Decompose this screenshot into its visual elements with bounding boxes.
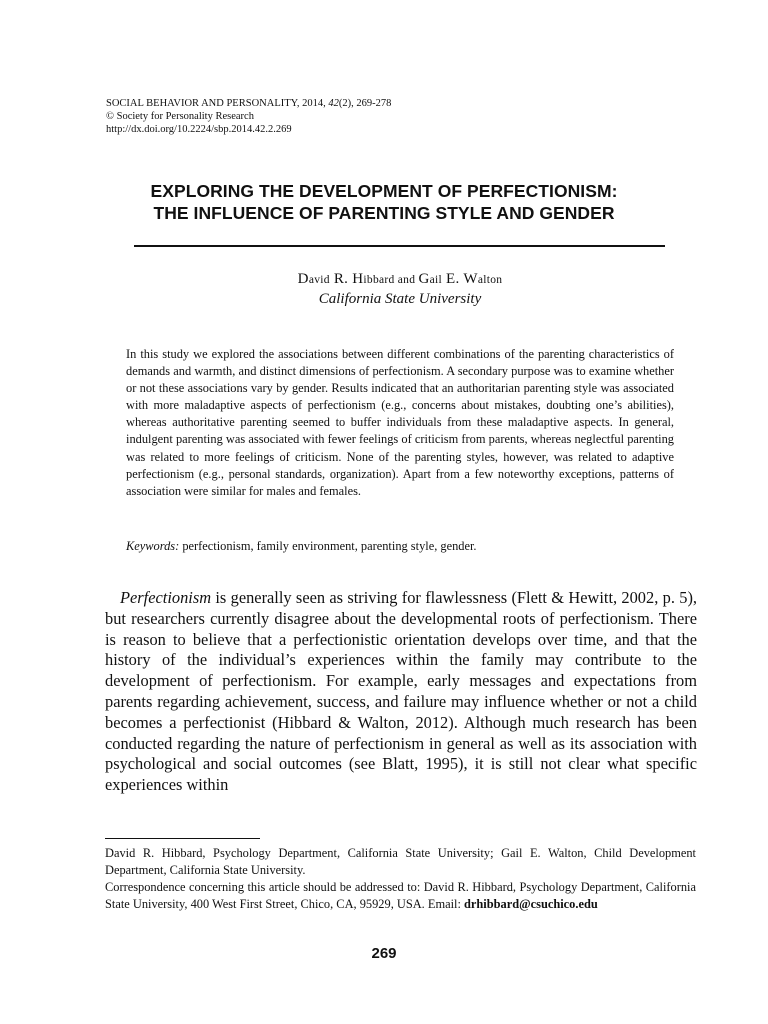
keywords-text: perfectionism, family environment, parenting style, gender.	[179, 539, 477, 553]
journal-header	[106, 97, 526, 136]
keywords-label: Keywords:	[126, 539, 180, 553]
journal-issue-pages: (2), 269-278	[338, 98, 392, 109]
author-1-first-rest: avid	[308, 274, 330, 286]
body-paragraph	[105, 588, 697, 796]
author-1-first-initial: D	[297, 271, 309, 287]
keywords-line	[126, 538, 674, 555]
body-text: is generally seen as striving for flawlessness (Flett & Hewitt, 2002, p. 5), but researchers currently disagree about the developmental roots of perfectionism. There is reason to believe that a perfectionistic orientation develops over time, and that the history of the individual’s experiences within the family may contribute to the development of perfectionism. For example, early messages and expectations from parents regarding achievement, success, and failure may influence whether or not a child becomes a perfectionist (Hibbard & Walton, 2012). Although much research has been conducted regarding the nature of perfectionism in general as well as its association with psychological and social outcomes (see Blatt, 1995), it is still not clear what specific experiences within	[105, 588, 697, 795]
footnote-divider	[105, 838, 260, 839]
footnotes	[105, 845, 696, 913]
author-1-middle: R. H	[329, 271, 364, 287]
author-2-first-initial: G	[418, 271, 430, 287]
author-affiliation: California State University	[318, 291, 482, 307]
author-2-last-rest: alton	[477, 274, 503, 286]
doi-link[interactable]: http://dx.doi.org/10.2224/sbp.2014.42.2.269	[106, 124, 292, 135]
author-2-first-rest: ail	[429, 274, 442, 286]
article-title-line-2: THE INFLUENCE OF PARENTING STYLE AND GENDER	[153, 203, 615, 223]
author-1-last-rest: ibbard	[363, 274, 395, 286]
page-number: 269	[371, 945, 397, 962]
body-lead-term: Perfectionism	[120, 588, 212, 607]
journal-citation	[106, 97, 526, 110]
article-title-line-1: EXPLORING THE DEVELOPMENT OF PERFECTIONISM:	[150, 181, 618, 201]
copyright-line: © Society for Personality Research	[106, 111, 254, 122]
footnote-correspondence	[105, 879, 696, 913]
author-2-middle: E. W	[442, 271, 478, 287]
title-divider	[134, 245, 665, 247]
footnote-affiliations: David R. Hibbard, Psychology Department, California State University; Gail E. Walton, Child Development Department, California State University.	[105, 846, 696, 877]
author-line	[120, 270, 680, 289]
article-title	[96, 180, 672, 224]
author-conjunction: and	[394, 274, 419, 286]
abstract-paragraph: In this study we explored the associations between different combinations of the parenting characteristics of demands and warmth, and distinct dimensions of perfectionism. A secondary purpose was to examine whether or not these associations vary by gender. Results indicated that an authoritarian parenting style was associated with more maladaptive aspects of perfectionism (e.g., concerns about mistakes, doubting one’s abilities), whereas authoritative parenting seemed to buffer individuals from these maladaptive aspects. In general, indulgent parenting was associated with fewer feelings of criticism from parents, whereas neglectful parenting was related to more feelings of criticism. None of the parenting styles, however, was related to adaptive perfectionism (e.g., personal standards, organization). Apart from a few noteworthy exceptions, patterns of association were similar for males and females.	[126, 347, 674, 498]
journal-citation-prefix: SOCIAL BEHAVIOR AND PERSONALITY, 2014,	[106, 98, 329, 109]
footnote-email[interactable]: drhibbard@csuchico.edu	[464, 897, 598, 911]
journal-volume: 42	[328, 98, 339, 109]
footnote-correspondence-text: Correspondence concerning this article should be addressed to: David R. Hibbard, Psychology Department, California State University, 400 West First Street, Chico, CA, 95929, USA. Email:	[105, 880, 696, 911]
